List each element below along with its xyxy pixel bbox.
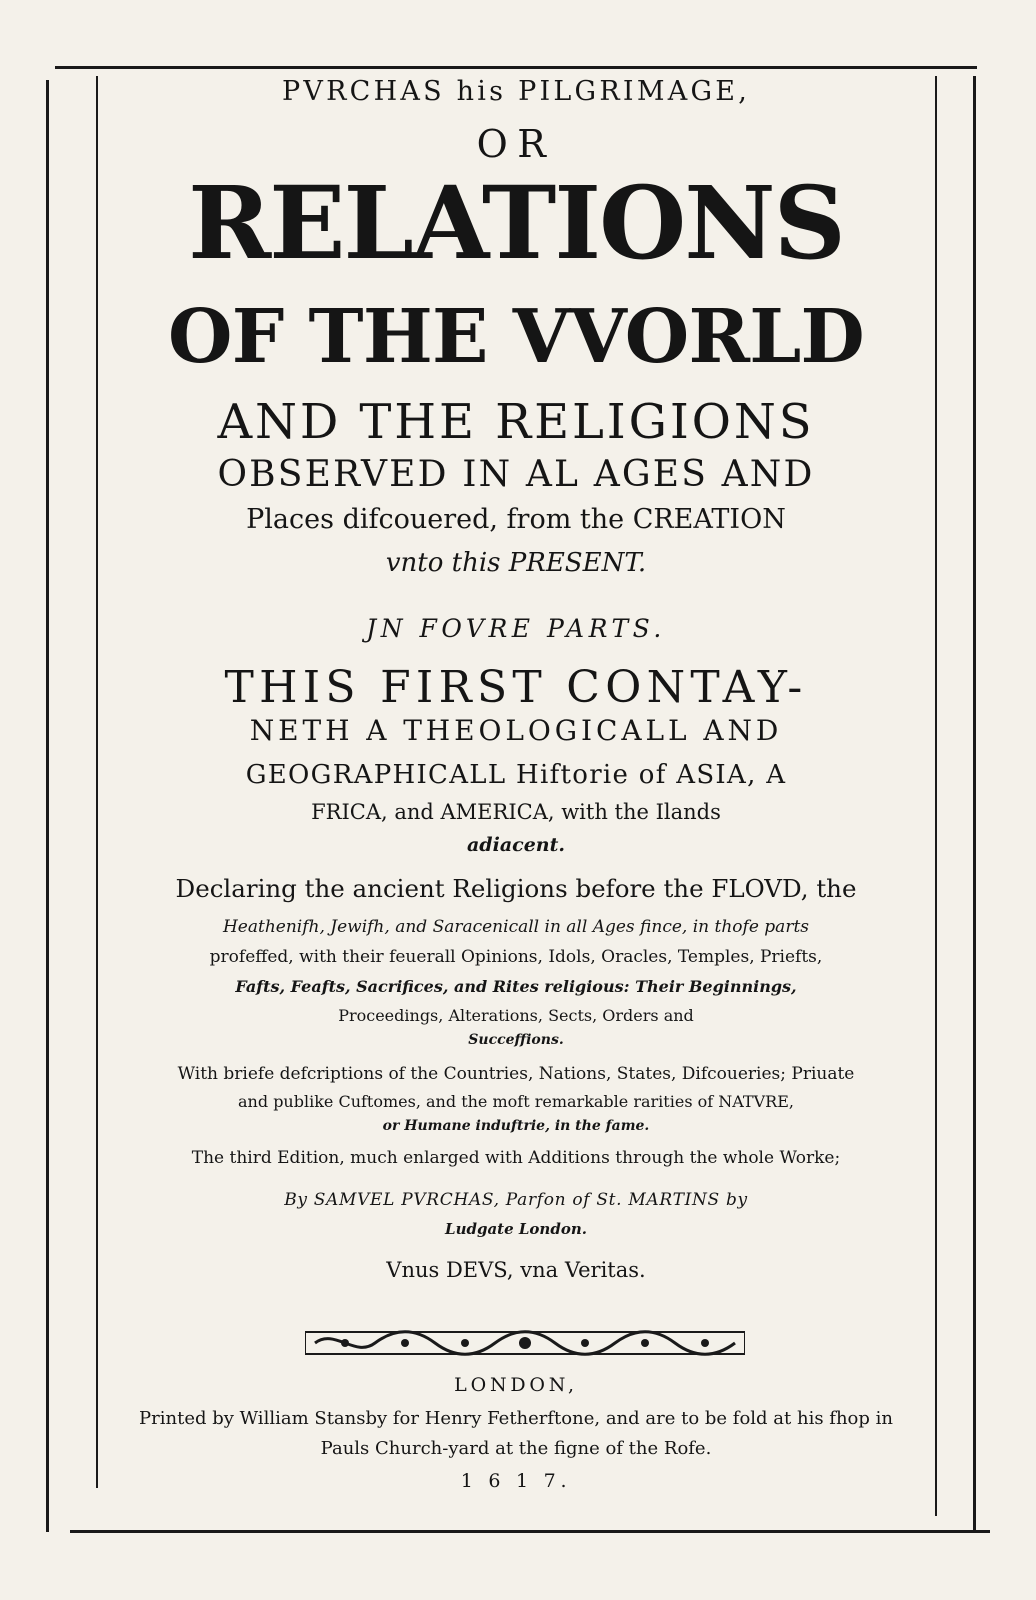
- declaring-2: Heathenifh, Jewifh, and Saracenicall in all Ages fince, in thofe parts: [222, 917, 809, 937]
- frame-right-outer-rule: [973, 76, 976, 1532]
- frame-bottom-rule: [70, 1530, 990, 1533]
- contents-line-4: FRICA, and AMERICA, with the Ilands: [311, 800, 721, 824]
- edition-line: The third Edition, much enlarged with Additions through the whole Worke;: [191, 1148, 841, 1168]
- frame-right-inner-rule: [935, 76, 937, 1516]
- main-title: RELATIONS: [188, 164, 844, 282]
- frame-left-outer-rule: [46, 80, 49, 1532]
- title-block: [100, 72, 932, 1522]
- parts-line: JN FOVRE PARTS.: [366, 614, 666, 643]
- descriptions-3: or Humane induftrie, in the fame.: [382, 1118, 650, 1134]
- descriptions-2: and publike Cuftomes, and the moft remarkable rarities of NATVRE,: [238, 1092, 794, 1111]
- running-title: PVRCHAS his PILGRIMAGE,: [281, 76, 751, 107]
- contents-line-1: THIS FIRST CONTAY-: [224, 662, 808, 713]
- imprint-printer: Printed by William Stansby for Henry Fetherftone, and are to be fold at his fhop in: [139, 1408, 893, 1429]
- subtitle-1: AND THE RELIGIONS: [217, 394, 815, 450]
- frame-top-rule: [55, 66, 977, 69]
- author-place: Ludgate London.: [445, 1220, 587, 1238]
- author-line: By SAMVEL PVRCHAS, Parfon of St. MARTINS by: [284, 1190, 748, 1210]
- contents-line-3: GEOGRAPHICALL Hiftorie of ASIA, A: [245, 760, 787, 790]
- printers-ornament-icon: [305, 1328, 745, 1358]
- subtitle-4: vnto this PRESENT.: [385, 548, 647, 578]
- frame-left-inner-rule: [96, 76, 98, 1488]
- declaring-6: Succeffions.: [468, 1032, 564, 1048]
- main-title-2: OF THE VVORLD: [168, 294, 864, 380]
- motto: Vnus DEVS, vna Veritas.: [386, 1258, 646, 1282]
- imprint-year: 1 6 1 7.: [460, 1470, 572, 1492]
- declaring-5: Proceedings, Alterations, Sects, Orders and: [338, 1006, 694, 1025]
- declaring-4: Fafts, Feafts, Sacrifices, and Rites religious: Their Beginnings,: [235, 977, 797, 996]
- contents-line-5: adiacent.: [467, 834, 565, 856]
- subtitle-3: Places difcouered, from the CREATION: [246, 504, 786, 535]
- contents-line-2: NETH A THEOLOGICALL AND: [249, 714, 783, 747]
- imprint-place: Pauls Church-yard at the figne of the Rofe.: [320, 1438, 712, 1459]
- or-line: OR: [476, 122, 556, 166]
- declaring-3: profeffed, with their feuerall Opinions, Idols, Oracles, Temples, Priefts,: [209, 947, 823, 967]
- imprint-city: LONDON,: [454, 1374, 578, 1396]
- subtitle-2: OBSERVED IN AL AGES AND: [217, 454, 815, 495]
- declaring-1: Declaring the ancient Religions before the FLOVD, the: [175, 874, 857, 903]
- descriptions-1: With briefe defcriptions of the Countries, Nations, States, Difcoueries; Priuate: [177, 1064, 855, 1084]
